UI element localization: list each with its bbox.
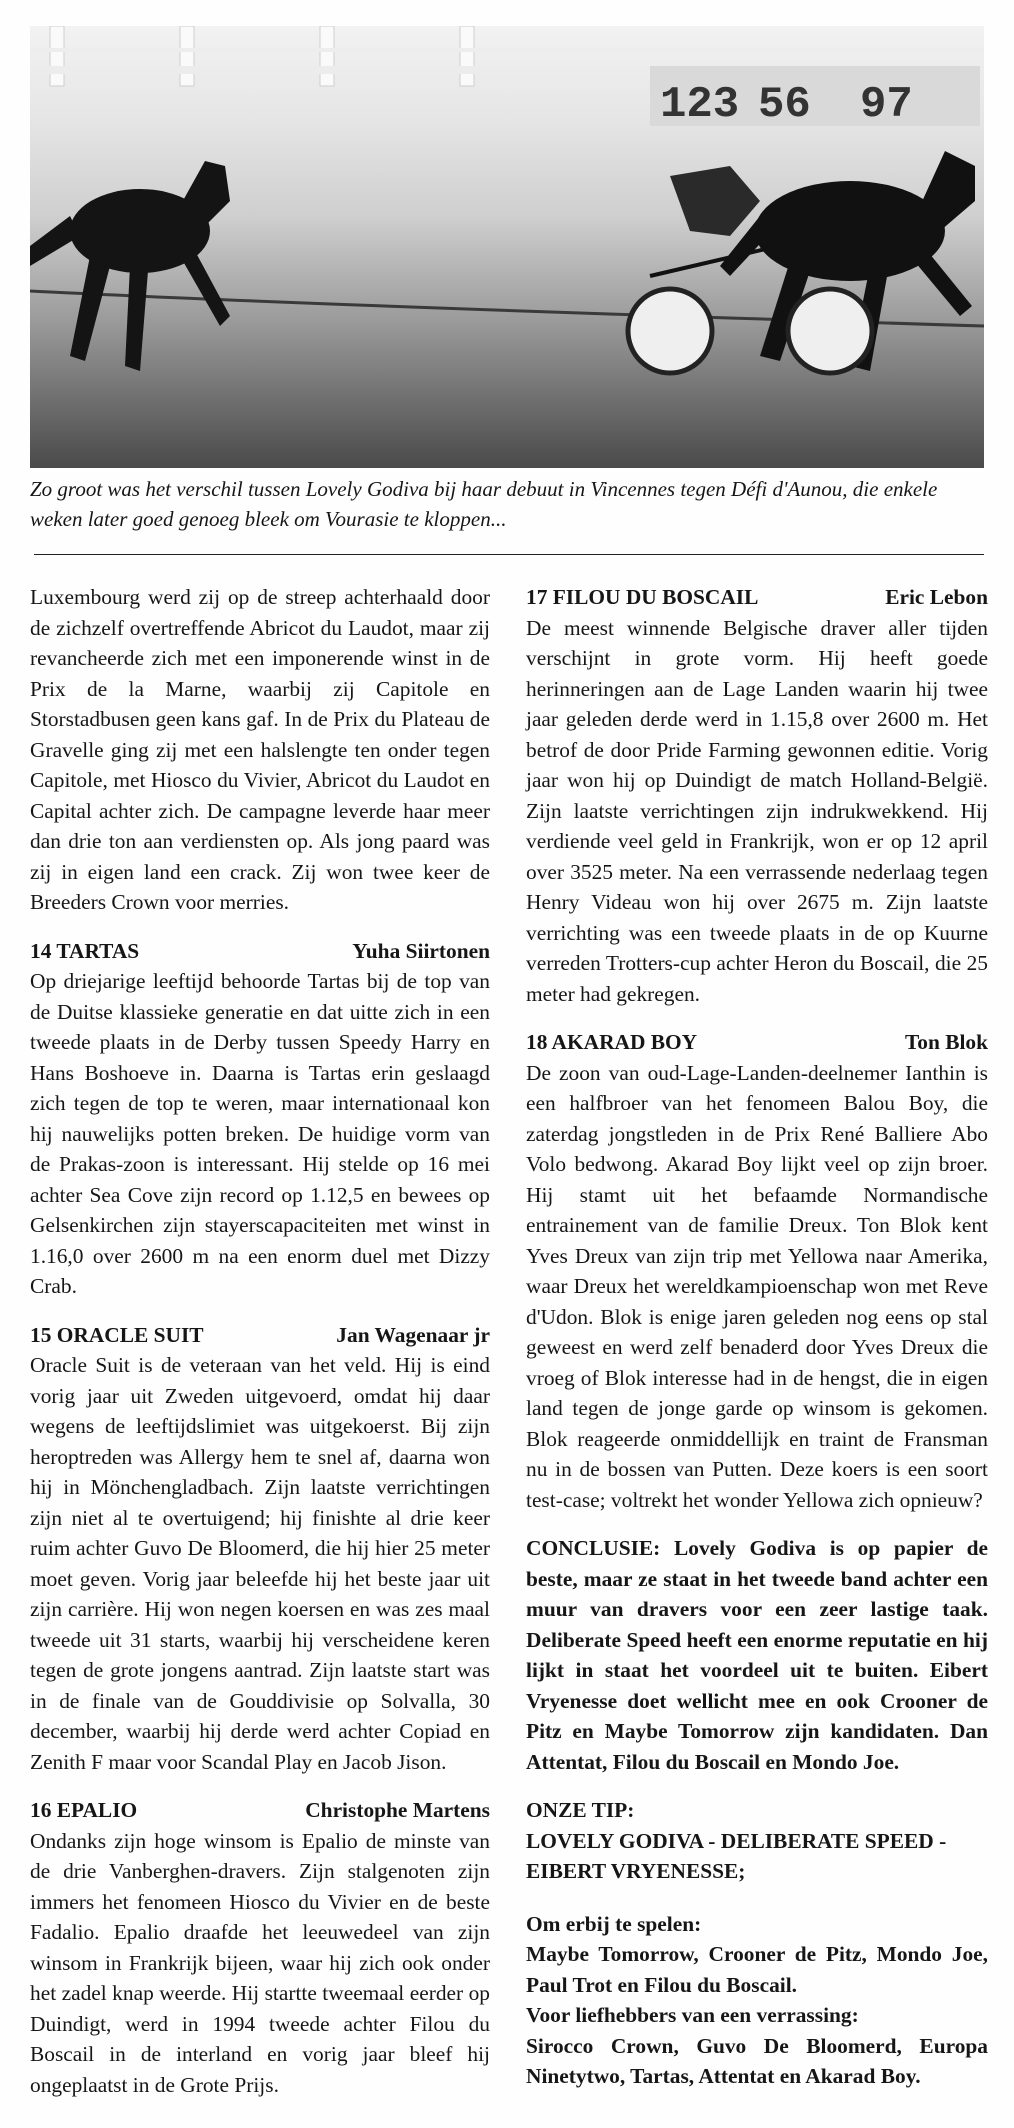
- also-text: Maybe Tomorrow, Crooner de Pitz, Mondo Joe, Paul Trot en Filou du Boscail.: [526, 1942, 988, 1997]
- entry-title: 18 AKARAD BOY: [526, 1030, 698, 1054]
- right-horse: [628, 151, 975, 373]
- entry-title: 15 ORACLE SUIT: [30, 1322, 204, 1347]
- race-photo: [30, 26, 984, 468]
- photo-caption: Zo groot was het verschil tussen Lovely Godiva bij haar debuut in Vincennes tegen Défi d'Aunou, die enkele weken later goed genoeg bleek om Vourasie te kloppen...: [30, 477, 938, 531]
- entry-15: [30, 1320, 490, 1778]
- intro-paragraph: Luxembourg werd zij op de streep achterhaald door de zichzelf overtreffende Abricot du Laudot, maar zij revancheerde zich met een imponerende winst in de Prix de la Marne, waarbij zij Capitole en Storstadbusen geen kans gaf. In de Prix du Plateau de Gravelle ging zij met een halslengte ten onder tegen Capitole, met Hiosco du Vivier, Abricot du Laudot en Capital achter zich. De campagne leverde haar meer dan drie ton aan verdiensten op. Als jong paard was zij in eigen land een crack. Zij won twee keer de Breeders Crown voor merries.: [30, 585, 490, 914]
- left-horse: [30, 161, 230, 371]
- entry-title: 16 EPALIO: [30, 1798, 138, 1822]
- entry-text: De zoon van oud-Lage-Landen-deelnemer Ianthin is een halfbroer van het fenomeen Balou Boy, die zaterdag jongstleden in de Prix René Balliere Abo Volo bedwong. Akarad Boy lijkt veel op zijn broer. Hij stamt uit het befaamde Normandische entrainement van de familie Dreux. Ton Blok kent Yves Dreux van zijn trip met Yellowa naar Amerika, waar Dreux het wereldkampioenschap won met Reve d'Udon. Blok is enige jaren geleden nog eens op stal geweest en werd zelf benaderd door Yves Dreux die vroeg of Blok interesse had in de hengst, die in eigen land tegen de jonge garde op winsom is gekomen. Blok reageerde onmiddellijk en traint de Fransman nu in de bossen van Putten. Deze koers is een soort test-case; voltrekt het wonder Yellowa zich opnieuw?: [526, 1060, 988, 1512]
- left-column: [30, 582, 490, 2100]
- also-heading: Om erbij te spelen:: [526, 1911, 702, 1936]
- entry-16: [30, 1795, 490, 2100]
- entry-header: [526, 582, 988, 613]
- tip-block: [526, 1795, 988, 2092]
- entry-driver: Jan Wagenaar jr: [336, 1322, 490, 1347]
- entry-14: [30, 936, 490, 1302]
- entry-text: Oracle Suit is de veteraan van het veld. Hij is eind vorig jaar uit Zweden uitgevoerd, omdat hij daar wegens de leeftijdslimiet was uitgekoerst. Bij zijn heroptreden was Allergy hem te snel af, daarna won hij in Mönchengladbach. Zijn laatste verrichtingen zijn niet al te overtuigend; hij finishte al drie keer ruim achter Guvo De Bloomerd, die hij hier 25 meter moet geven. Vorig jaar beleefde hij het beste jaar uit zijn carrière. Hij won negen koersen en was zes maal tweede uit 31 starts, waarbij hij verscheidene keren tegen de grote jongens aantrad. Zijn laatste start was in de finale van de Gouddivisie op Solvalla, 30 december, waarbij hij derde werd achter Copiad en Zenith F maar voor Scandal Play en Jacob Jison.: [30, 1353, 490, 1774]
- entry-driver: Christophe Martens: [305, 1798, 490, 1822]
- race-photo-illustration: [30, 26, 984, 468]
- entry-17: [526, 582, 988, 1009]
- entry-header: [30, 1795, 490, 1826]
- scoreboard-digit-3: 97: [860, 80, 913, 130]
- right-column: [526, 582, 988, 2092]
- surprise-heading: Voor liefhebbers van een verrassing:: [526, 2003, 859, 2027]
- scoreboard-digit-1: 123: [660, 80, 740, 130]
- tip-heading: ONZE TIP:: [526, 1798, 635, 1822]
- caption-divider: [34, 554, 984, 555]
- entry-title: 17 FILOU DU BOSCAIL: [526, 585, 759, 609]
- conclusion: [526, 1533, 988, 1777]
- entry-header: [526, 1027, 988, 1058]
- scoreboard-digit-2: 56: [758, 80, 811, 130]
- entry-text: Op driejarige leeftijd behoorde Tartas bij de top van de Duitse klassieke generatie en dat uitte zich in een tweede plaats in de Derby tussen Speedy Harry en Hans Boshoeve in. Daarna is Tartas erin geslaagd zich tegen de top te weren, maar internationaal kon hij nauwelijks potten breken. De huidige vorm van de Prakas-zoon is interessant. Hij stelde op 16 mei achter Sea Cove zijn record op 1.12,5 en bewees op Gelsenkirchen zijn stayerscapaciteiten met winst in 1.16,0 over 2600 m na een enorm duel met Dizzy Crab.: [30, 969, 490, 1298]
- entry-header: [30, 1320, 490, 1351]
- entry-18: [526, 1027, 988, 1515]
- surprise-text: Sirocco Crown, Guvo De Bloomerd, Europa Ninetytwo, Tartas, Attentat en Akarad Boy.: [526, 2033, 988, 2088]
- conclusion-text: CONCLUSIE: Lovely Godiva is op papier de beste, maar ze staat in het tweede band achter een muur van dravers voor een zeer lastige taak. Deliberate Speed heeft een enorme reputatie en hij lijkt in staat het voordeel uit te buiten. Eibert Vryenesse doet wellicht mee en ook Crooner de Pitz en Maybe Tomorrow zijn kandidaten. Dan Attentat, Filou du Boscail en Mondo Joe.: [526, 1536, 988, 1774]
- entry-title: 14 TARTAS: [30, 938, 140, 963]
- entry-driver: Ton Blok: [904, 1030, 988, 1054]
- entry-text: Ondanks zijn hoge winsom is Epalio de minste van de drie Vanberghen-dravers. Zijn stalgenoten zijn immers het fenomeen Hiosco du Vivier en de beste Fadalio. Epalio draafde het leeuwedeel van zijn winsom in Frankrijk bijeen, waar hij zich ook onder het zadel knap weerde. Hij startte tweemaal eerder op Duindigt, werd in 1994 tweede achter Filou du Boscail in de interland en vorig jaar bleef hij ongeplaatst in de Grote Prijs.: [30, 1828, 490, 2097]
- entry-header: [30, 936, 490, 967]
- scoreboard: [650, 66, 980, 130]
- entry-driver: Eric Lebon: [885, 585, 988, 609]
- entry-driver: Yuha Siirtonen: [352, 938, 490, 963]
- tip-text: LOVELY GODIVA - DELIBERATE SPEED - EIBERT VRYENESSE;: [526, 1828, 947, 1883]
- entry-text: De meest winnende Belgische draver aller tijden verschijnt in grote vorm. Hij heeft goede herinneringen aan de Lage Landen waarin hij twee jaar geleden derde werd in 1.15,8 over 2600 m. Het betrof de door Pride Farming gewonnen editie. Vorig jaar won hij op Duindigt de match Holland-België. Zijn laatste verrichtingen zijn indrukwekkend. Hij verdiende veel geld in Frankrijk, won er op 12 april over 3525 meter. Na een verrassende nederlaag tegen Henry Videau won hij over 2675 m. Zijn laatste verrichting was een tweede plaats in de op Kuurne verreden Trotters-cup achter Heron du Boscail, die 25 meter had gekregen.: [526, 615, 988, 1006]
